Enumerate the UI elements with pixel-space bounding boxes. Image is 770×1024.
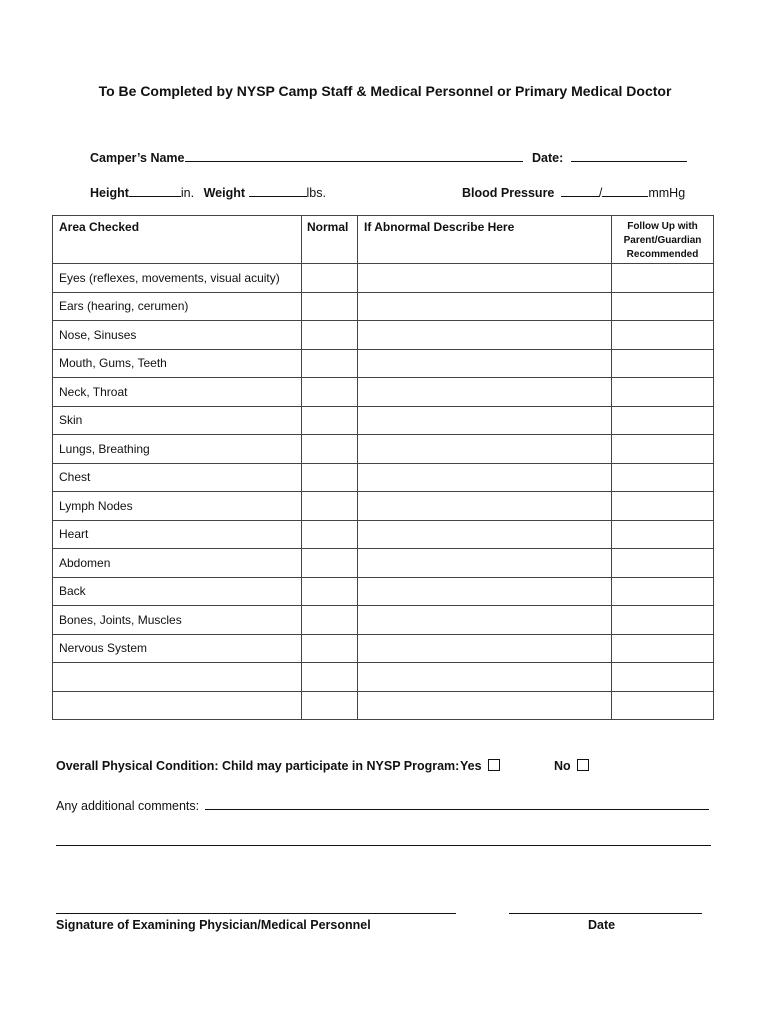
bp-unit: mmHg (648, 186, 686, 200)
table-row (53, 406, 714, 435)
area-checked-cell (53, 663, 302, 692)
yes-option[interactable] (460, 759, 500, 773)
table-row (53, 321, 714, 350)
followup-cell[interactable] (612, 634, 714, 663)
normal-cell[interactable] (302, 349, 358, 378)
followup-cell[interactable] (612, 463, 714, 492)
abnormal-description-cell[interactable] (358, 577, 612, 606)
normal-cell[interactable] (302, 606, 358, 635)
normal-cell[interactable] (302, 691, 358, 720)
abnormal-description-cell[interactable] (358, 435, 612, 464)
height-label: Height (90, 186, 129, 200)
normal-cell[interactable] (302, 435, 358, 464)
abnormal-description-cell[interactable] (358, 520, 612, 549)
table-row (53, 606, 714, 635)
table-row (53, 264, 714, 293)
abnormal-description-cell[interactable] (358, 292, 612, 321)
no-option[interactable] (554, 759, 589, 773)
normal-cell[interactable] (302, 520, 358, 549)
followup-cell[interactable] (612, 549, 714, 578)
abnormal-description-cell[interactable] (358, 634, 612, 663)
normal-cell[interactable] (302, 577, 358, 606)
normal-cell[interactable] (302, 663, 358, 692)
followup-cell[interactable] (612, 292, 714, 321)
date-label: Date: (531, 151, 564, 165)
area-checked-cell: Heart (53, 520, 302, 549)
normal-cell[interactable] (302, 378, 358, 407)
abnormal-description-cell[interactable] (358, 492, 612, 521)
weight-unit: lbs. (306, 186, 326, 200)
followup-cell[interactable] (612, 691, 714, 720)
followup-cell[interactable] (612, 264, 714, 293)
table-row (53, 520, 714, 549)
height-unit: in. (180, 186, 195, 200)
area-checked-cell: Lungs, Breathing (53, 435, 302, 464)
yes-label: Yes (460, 759, 482, 773)
area-checked-cell: Nose, Sinuses (53, 321, 302, 350)
followup-cell[interactable] (612, 321, 714, 350)
table-row (53, 378, 714, 407)
normal-cell[interactable] (302, 321, 358, 350)
followup-cell[interactable] (612, 378, 714, 407)
exam-table (52, 215, 714, 720)
area-checked-cell: Mouth, Gums, Teeth (53, 349, 302, 378)
form-title: To Be Completed by NYSP Camp Staff & Medical Personnel or Primary Medical Doctor (98, 83, 672, 99)
abnormal-description-cell[interactable] (358, 663, 612, 692)
table-row (53, 691, 714, 720)
measurements-row (90, 183, 326, 200)
table-row (53, 663, 714, 692)
header-normal: Normal (302, 216, 358, 264)
bp-separator: / (598, 186, 603, 200)
area-checked-cell: Bones, Joints, Muscles (53, 606, 302, 635)
header-followup-line: Parent/Guardian (623, 235, 702, 246)
date-signature-line[interactable] (509, 913, 702, 914)
signature-label: Signature of Examining Physician/Medical Personnel (56, 918, 371, 932)
normal-cell[interactable] (302, 463, 358, 492)
header-area-checked: Area Checked (53, 216, 302, 264)
area-checked-cell: Skin (53, 406, 302, 435)
weight-field[interactable] (249, 183, 307, 197)
abnormal-description-cell[interactable] (358, 606, 612, 635)
comments-field[interactable] (205, 796, 709, 810)
area-checked-cell: Back (53, 577, 302, 606)
normal-cell[interactable] (302, 406, 358, 435)
bp-systolic-field[interactable] (561, 183, 599, 197)
abnormal-description-cell[interactable] (358, 549, 612, 578)
table-row (53, 435, 714, 464)
normal-cell[interactable] (302, 492, 358, 521)
signature-line[interactable] (56, 913, 456, 914)
camper-name-field[interactable] (185, 148, 523, 162)
abnormal-description-cell[interactable] (358, 264, 612, 293)
area-checked-cell: Chest (53, 463, 302, 492)
abnormal-description-cell[interactable] (358, 406, 612, 435)
followup-cell[interactable] (612, 577, 714, 606)
yes-checkbox[interactable] (488, 759, 500, 771)
abnormal-description-cell[interactable] (358, 349, 612, 378)
table-row (53, 634, 714, 663)
date-field[interactable] (571, 148, 687, 162)
abnormal-description-cell[interactable] (358, 463, 612, 492)
followup-cell[interactable] (612, 520, 714, 549)
signature-date-label: Date (588, 918, 616, 932)
table-row (53, 463, 714, 492)
weight-label: Weight (203, 186, 246, 200)
table-row (53, 349, 714, 378)
abnormal-description-cell[interactable] (358, 691, 612, 720)
area-checked-cell: Ears (hearing, cerumen) (53, 292, 302, 321)
overall-condition-label: Overall Physical Condition: Child may participate in NYSP Program: (56, 759, 460, 773)
normal-cell[interactable] (302, 634, 358, 663)
area-checked-cell: Eyes (reflexes, movements, visual acuity) (53, 264, 302, 293)
table-row (53, 292, 714, 321)
camper-name-row (90, 148, 687, 165)
header-followup-line: Recommended (626, 249, 699, 260)
area-checked-cell: Lymph Nodes (53, 492, 302, 521)
area-checked-cell: Abdomen (53, 549, 302, 578)
camper-name-label: Camper’s Name (90, 151, 185, 165)
no-label: No (554, 759, 571, 773)
followup-cell[interactable] (612, 406, 714, 435)
blood-pressure-row (462, 183, 685, 200)
header-followup (612, 216, 714, 264)
comments-row (56, 796, 709, 813)
bp-diastolic-field[interactable] (602, 183, 648, 197)
abnormal-description-cell[interactable] (358, 378, 612, 407)
header-followup-line: Follow Up with (627, 221, 698, 232)
height-field[interactable] (129, 183, 181, 197)
abnormal-description-cell[interactable] (358, 321, 612, 350)
comments-line-2[interactable] (56, 845, 711, 846)
table-header-row (53, 216, 714, 264)
no-checkbox[interactable] (577, 759, 589, 771)
table-row (53, 549, 714, 578)
header-abnormal: If Abnormal Describe Here (358, 216, 612, 264)
area-checked-cell (53, 691, 302, 720)
table-row (53, 577, 714, 606)
area-checked-cell: Neck, Throat (53, 378, 302, 407)
normal-cell[interactable] (302, 264, 358, 293)
normal-cell[interactable] (302, 549, 358, 578)
comments-label: Any additional comments: (56, 799, 200, 813)
followup-cell[interactable] (612, 606, 714, 635)
followup-cell[interactable] (612, 435, 714, 464)
normal-cell[interactable] (302, 292, 358, 321)
table-row (53, 492, 714, 521)
bp-label: Blood Pressure (462, 186, 555, 200)
followup-cell[interactable] (612, 349, 714, 378)
area-checked-cell: Nervous System (53, 634, 302, 663)
followup-cell[interactable] (612, 492, 714, 521)
followup-cell[interactable] (612, 663, 714, 692)
